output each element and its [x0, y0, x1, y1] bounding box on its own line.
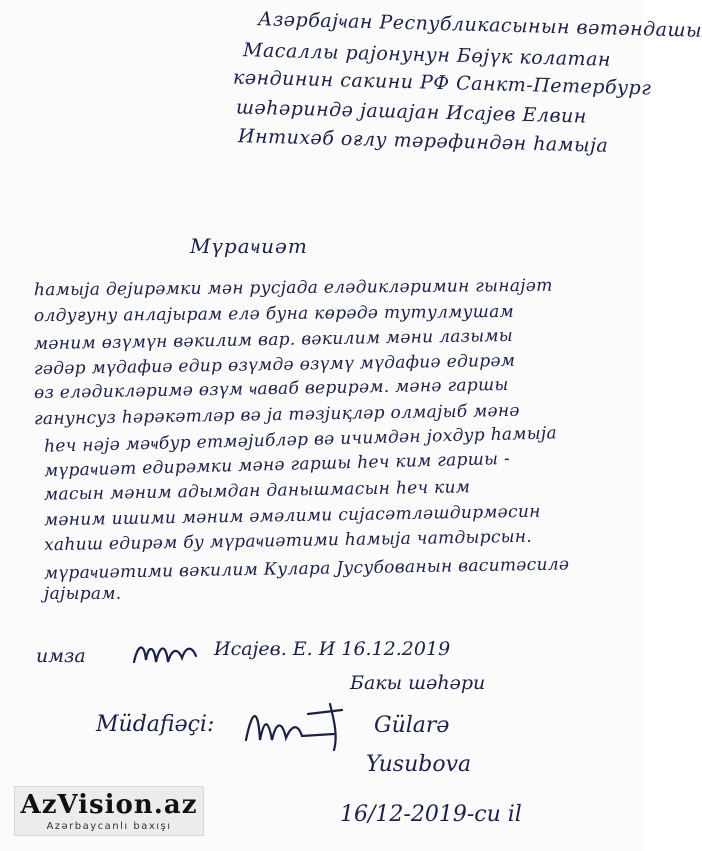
body-line: өз еләдикләримә өзүм ҹаваб верирәм. мәнә гаршы — [33, 374, 509, 404]
body-line: јајырам. — [44, 584, 122, 604]
body-line: мәним ишими мәним әмәлими сијасәтләшдирмәсин — [43, 501, 541, 531]
watermark-tagline: Azərbaycanlı baxışı — [46, 821, 172, 832]
signature-label: имза — [36, 645, 86, 667]
lawyer-label: Müdafiəçi: — [96, 712, 215, 737]
body-line: гәдәр мүдафиә едир өзүмдә өзүмү мүдафиә едирәм — [33, 350, 516, 380]
body-line: һеч нәјә мәҹбур етмәјибләр вә ичимдән јохдур һамыја — [43, 423, 558, 457]
azvision-watermark-logo — [14, 786, 204, 836]
header-line: шәһәриндә јашајан Исајев Елвин — [235, 96, 588, 128]
lawyer-surname: Yusubova — [366, 752, 472, 777]
body-line: мүраҹиәт едирәмки мәнә гаршы һеч ким гаршы - — [43, 448, 511, 482]
body-line: ганунсуз һәрәкәтләр вә ја тәзјиқләр олмајыб мәнә — [33, 400, 520, 430]
body-line: мүраҹиәтими вәкилим Кулара Јусубованын васитәсилә — [43, 554, 570, 584]
author-signature-scribble — [130, 636, 200, 670]
body-line: һамыја дејирәмки мән русјада еләдикләримин гынајәт — [33, 275, 553, 301]
header-line: кәндинин сакини РФ Санкт-Петербург — [232, 66, 652, 100]
header-line: Масаллы рајонунун Бөјүк колатан — [242, 39, 612, 71]
header-line: Азәрбајҹан Республикасынын вәтәндашы — [257, 8, 702, 42]
lawyer-signature-scribble — [238, 700, 358, 760]
watermark-name: AzVision.az — [20, 790, 198, 820]
body-line: мәним өзүмүн вәкилим вар. вәкилим мәни лазымы — [33, 325, 514, 355]
lawyer-date: 16/12-2019-cu il — [340, 802, 522, 827]
body-line: масын мәним адымдан данышмасын һеч ким — [43, 477, 471, 505]
signature-name-date: Исајев. Е. И 16.12.2019 — [214, 638, 451, 660]
header-line: Интихәб оғлу тәрәфиндән һамыја — [237, 125, 609, 157]
signature-place: Бакы шәһәри — [350, 672, 486, 694]
body-line: олдуғуну анлајырам елә буна көрәдә тутулмушам — [33, 301, 515, 327]
letter-title: Мүраҹиәт — [190, 234, 308, 258]
lawyer-name: Gülarə — [374, 713, 450, 738]
body-line: хаһиш едирәм бу мүраҹиәтими һамыја чатдырсын. — [43, 526, 533, 556]
